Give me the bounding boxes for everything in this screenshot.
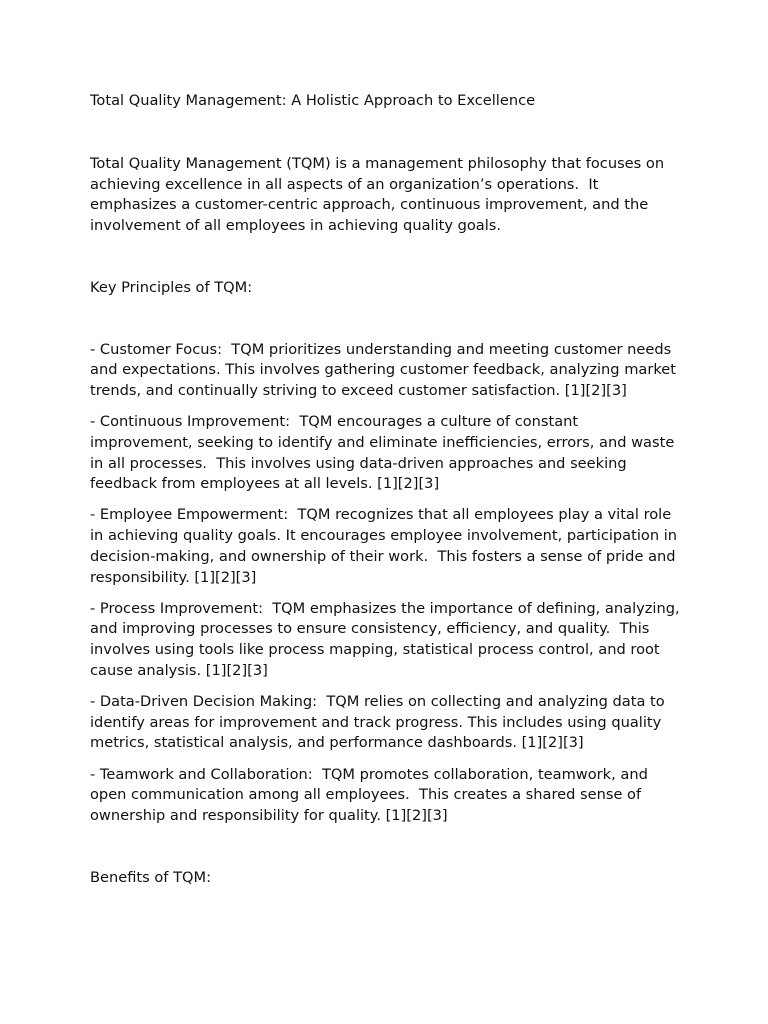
principle-item: - Data-Driven Decision Making: TQM relies on collecting and analyzing data to identify areas for improvement and track progress. This includes using quality metrics, statistical analysis, and performance dashboards. [1][2][3] [90, 693, 665, 752]
principle-item: - Continuous Improvement: TQM encourages a culture of constant improvement, seeking to identify and eliminate inefficiencies, errors, and waste in all processes. This involves using data-driven approaches and seeking feedback from employees at all levels. [1][2][3] [90, 413, 675, 493]
benefits-heading: Benefits of TQM: [90, 868, 211, 886]
principles-heading: Key Principles of TQM: [90, 278, 253, 296]
document-page [90, 90, 680, 888]
principle-item: - Customer Focus: TQM prioritizes understanding and meeting customer needs and expectations. This involves gathering customer feedback, analyzing market trends, and continually striving to exceed customer satisfaction. [1][2][3] [90, 340, 676, 399]
document-title: Total Quality Management: A Holistic Approach to Excellence [90, 92, 536, 109]
intro-paragraph: Total Quality Management (TQM) is a management philosophy that focuses on achieving excellence in all aspects of an organization’s operations. It emphasizes a customer-centric approach, continuous improvement, and the involvement of all employees in achieving quality goals. [90, 155, 665, 235]
principles-list [90, 340, 680, 827]
principle-item: - Employee Empowerment: TQM recognizes that all employees play a vital role in achieving quality goals. It encourages employee involvement, participation in decision-making, and ownership of their work. This fosters a sense of pride and responsibility. [1][2][3] [90, 506, 678, 586]
principle-item: - Teamwork and Collaboration: TQM promotes collaboration, teamwork, and open communication among all employees. This creates a shared sense of ownership and responsibility for quality. [1][2][3] [90, 765, 648, 825]
principle-item: - Process Improvement: TQM emphasizes the importance of defining, analyzing, and improving processes to ensure consistency, efficiency, and quality. This involves using tools like process mapping, statistical process control, and root cause analysis. [1][2][3] [90, 599, 680, 679]
